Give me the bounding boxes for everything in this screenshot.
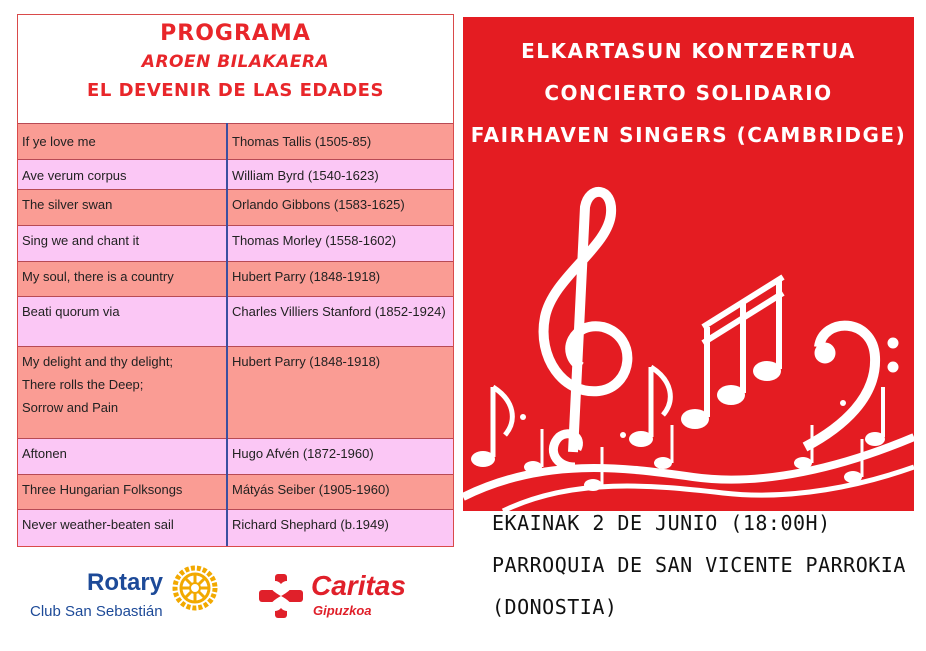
event-city: (DONOSTIA) (492, 595, 618, 619)
table-row (18, 297, 453, 347)
piece-cell: Three Hungarian Folksongs (18, 475, 227, 510)
caritas-region: Gipuzkoa (313, 603, 372, 618)
program-panel (17, 14, 454, 547)
beamed-notes-icon (681, 277, 783, 429)
rotary-name: Rotary (87, 569, 164, 596)
composer-cell: Mátyás Seiber (1905-1960) (227, 475, 453, 510)
table-row (18, 475, 453, 510)
program-header (18, 15, 453, 123)
event-date: EKAINAK 2 DE JUNIO (18:00H) (492, 511, 831, 535)
rotary-wheel-icon (172, 565, 218, 611)
rotary-club: Club San Sebastián (30, 603, 163, 620)
program-subtitle-basque: AROEN BILAKAERA (141, 52, 330, 72)
table-row (18, 262, 453, 297)
table-row (18, 124, 453, 160)
table-row (18, 510, 453, 546)
table-row (18, 226, 453, 262)
piece-cell: Sing we and chant it (18, 226, 227, 262)
eighth-note-icon (471, 387, 512, 467)
piece-cell: Beati quorum via (18, 297, 227, 347)
composer-cell: Hubert Parry (1848-1918) (227, 262, 453, 297)
composer-cell: Charles Villiers Stanford (1852-1924) (227, 297, 453, 347)
piece-cell (18, 347, 227, 439)
treble-clef-icon (544, 192, 628, 467)
piece-line: My delight and thy delight; (22, 354, 174, 369)
composer-cell: William Byrd (1540-1623) (227, 160, 453, 190)
piece-cell: Aftonen (18, 439, 227, 475)
eighth-note-icon (629, 367, 670, 447)
program-title: PROGRAMA (160, 21, 311, 46)
composer-cell: Thomas Morley (1558-1602) (227, 226, 453, 262)
table-row (18, 190, 453, 226)
composer-cell: Hubert Parry (1848-1918) (227, 347, 453, 439)
piece-cell: My soul, there is a country (18, 262, 227, 297)
composer-cell: Orlando Gibbons (1583-1625) (227, 190, 453, 226)
music-notes-illustration (463, 167, 914, 511)
table-row (18, 160, 453, 190)
caritas-cross-icon (257, 572, 305, 620)
composer-cell: Thomas Tallis (1505-85) (227, 124, 453, 160)
composer-cell: Hugo Afvén (1872-1960) (227, 439, 453, 475)
poster-title-spanish: CONCIERTO SOLIDARIO (544, 81, 833, 105)
poster-title-basque: ELKARTASUN KONTZERTUA (521, 39, 856, 63)
concert-poster (463, 17, 914, 511)
program-subtitle-spanish: EL DEVENIR DE LAS EDADES (87, 80, 384, 101)
caritas-name: Caritas (311, 570, 406, 601)
rotary-logo (30, 565, 230, 625)
piece-line: There rolls the Deep; (22, 376, 144, 392)
piece-cell: If ye love me (18, 124, 227, 160)
piece-cell: Never weather-beaten sail (18, 510, 227, 546)
caritas-logo (257, 570, 447, 622)
program-table (18, 123, 453, 546)
poster-performer: FAIRHAVEN SINGERS (CAMBRIDGE) (470, 123, 907, 147)
table-row (18, 439, 453, 475)
table-row (18, 347, 453, 439)
piece-cell: Ave verum corpus (18, 160, 227, 190)
event-venue: PARROQUIA DE SAN VICENTE PARROKIA (492, 553, 906, 577)
piece-line: Sorrow and Pain (22, 399, 119, 415)
piece-cell: The silver swan (18, 190, 227, 226)
composer-cell: Richard Shephard (b.1949) (227, 510, 453, 546)
